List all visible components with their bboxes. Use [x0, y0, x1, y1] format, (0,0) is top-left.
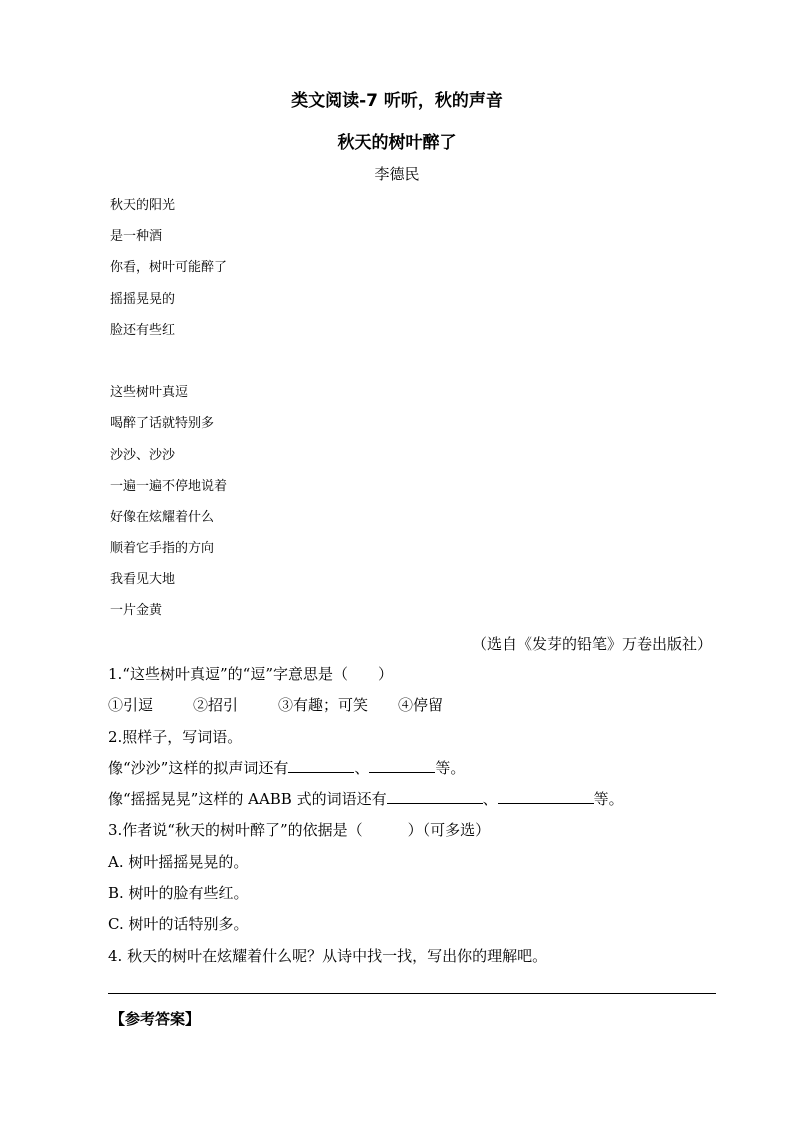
- questions-section: [108, 663, 728, 976]
- option-3: ③有趣；可笑: [278, 696, 369, 715]
- separator: 、: [354, 758, 370, 777]
- poem-line: 好像在炫耀着什么: [110, 509, 215, 525]
- poem-body: [110, 196, 510, 633]
- question-2a: [108, 757, 728, 788]
- poem-line: 你看，树叶可能醉了: [110, 260, 228, 276]
- poem-line: 这些树叶真逗: [110, 385, 189, 401]
- section-divider: [108, 993, 716, 994]
- option-1: ①引逗: [108, 696, 154, 715]
- question-3-option-a: A. 树叶摇摇晃晃的。: [108, 852, 249, 871]
- question-3-option-c: C. 树叶的话特别多。: [108, 915, 249, 934]
- stanza-break: [110, 352, 510, 383]
- poem-line: 喝醉了话就特别多: [110, 416, 215, 432]
- poem-line: 一遍一遍不停地说着: [110, 478, 228, 494]
- poem-line: 摇摇晃晃的: [110, 291, 176, 307]
- poem-line: 我看见大地: [110, 572, 176, 588]
- suffix: 等。: [435, 758, 466, 777]
- question-3: 3.作者说“秋天的树叶醉了”的依据是（ ）（可多选）: [108, 821, 491, 840]
- answer-blank[interactable]: [387, 788, 483, 804]
- option-4: ④停留: [398, 696, 444, 715]
- answer-blank[interactable]: [369, 757, 435, 773]
- poem-line: 脸还有些红: [110, 322, 176, 338]
- poem-line: 顺着它手指的方向: [110, 541, 215, 557]
- question-2b-prompt: 像“摇摇晃晃”这样的 AABB 式的词语还有: [108, 790, 387, 809]
- source-citation: （选自《发芽的铅笔》万卷出版社）: [471, 635, 712, 653]
- poem-line: 是一种酒: [110, 229, 163, 245]
- question-1: 1.“这些树叶真逗”的“逗”字意思是（ ）: [108, 665, 393, 683]
- question-3-option-b: B. 树叶的脸有些红。: [108, 884, 249, 903]
- question-4: 4. 秋天的树叶在炫耀着什么呢？从诗中找一找，写出你的理解吧。: [108, 946, 548, 965]
- page-title: 类文阅读-7 听听，秋的声音: [291, 91, 503, 111]
- question-2a-prompt: 像“沙沙”这样的拟声词还有: [108, 758, 289, 777]
- option-2: ②招引: [193, 696, 239, 715]
- question-2b: [108, 788, 728, 819]
- question-2: 2.照样子，写词语。: [108, 727, 243, 746]
- separator: 、: [482, 790, 498, 809]
- answer-blank[interactable]: [288, 757, 354, 773]
- poem-line: 沙沙、沙沙: [110, 447, 176, 463]
- suffix: 等。: [593, 790, 624, 809]
- poem-author: 李德民: [374, 165, 420, 183]
- poem-title: 秋天的树叶醉了: [337, 133, 457, 153]
- answer-blank[interactable]: [498, 788, 594, 804]
- answers-heading: 【参考答案】: [110, 1010, 201, 1028]
- poem-line: 秋天的阳光: [110, 198, 176, 213]
- question-1-options: [108, 694, 728, 725]
- poem-line: 一片金黄: [110, 603, 163, 619]
